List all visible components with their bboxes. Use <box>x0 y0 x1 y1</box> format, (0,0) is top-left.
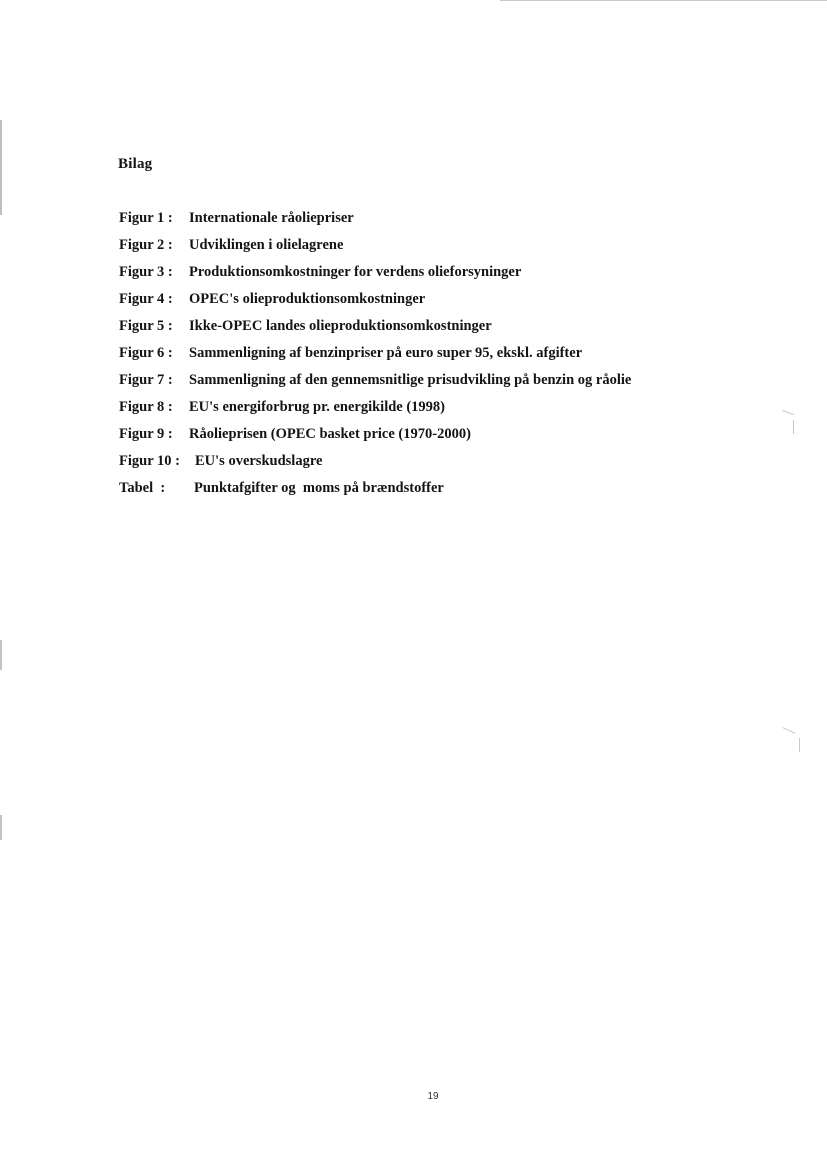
list-item <box>119 450 759 477</box>
entry-label: Tabel : <box>119 480 166 496</box>
entry-title: Internationale råoliepriser <box>189 210 354 226</box>
list-item <box>119 234 759 261</box>
entry-title: EU's overskudslagre <box>195 453 323 469</box>
entry-label: Figur 5 : <box>119 318 173 334</box>
entry-title: Sammenligning af den gennemsnitlige prisudvikling på benzin og råolie <box>189 372 632 388</box>
entry-label: Figur 9 : <box>119 426 173 442</box>
entry-title: OPEC's olieproduktionsomkostninger <box>189 291 426 307</box>
list-item <box>119 261 759 288</box>
list-item <box>119 342 759 369</box>
list-item <box>119 396 759 423</box>
entry-label: Figur 8 : <box>119 399 173 415</box>
figure-list <box>119 207 759 504</box>
scan-mark <box>0 815 2 840</box>
list-item <box>119 315 759 342</box>
entry-title: Produktionsomkostninger for verdens olieforsyninger <box>189 264 522 280</box>
entry-title: Råolieprisen (OPEC basket price (1970-2000) <box>189 426 471 442</box>
page-heading: Bilag <box>118 156 153 172</box>
list-item <box>119 423 759 450</box>
page-number: 19 <box>427 1091 439 1102</box>
entry-label: Figur 1 : <box>119 210 173 226</box>
list-item <box>119 477 759 504</box>
scan-mark <box>0 640 2 670</box>
entry-label: Figur 7 : <box>119 372 173 388</box>
entry-label: Figur 4 : <box>119 291 173 307</box>
list-item <box>119 207 759 234</box>
scan-mark <box>793 420 794 434</box>
entry-title: Udviklingen i olielagrene <box>189 237 344 253</box>
list-item <box>119 288 759 315</box>
scan-mark <box>782 727 795 734</box>
entry-title: Punktafgifter og moms på brændstoffer <box>194 480 444 496</box>
scan-mark <box>799 738 800 752</box>
entry-title: Ikke-OPEC landes olieproduktionsomkostninger <box>189 318 492 334</box>
scan-mark <box>782 410 794 415</box>
entry-title: Sammenligning af benzinpriser på euro super 95, ekskl. afgifter <box>189 345 583 361</box>
list-item <box>119 369 759 396</box>
entry-label: Figur 3 : <box>119 264 173 280</box>
entry-label: Figur 2 : <box>119 237 173 253</box>
scan-mark <box>500 0 827 1</box>
entry-label: Figur 10 : <box>119 453 180 469</box>
scan-mark <box>0 120 2 215</box>
entry-title: EU's energiforbrug pr. energikilde (1998) <box>189 399 446 415</box>
entry-label: Figur 6 : <box>119 345 173 361</box>
